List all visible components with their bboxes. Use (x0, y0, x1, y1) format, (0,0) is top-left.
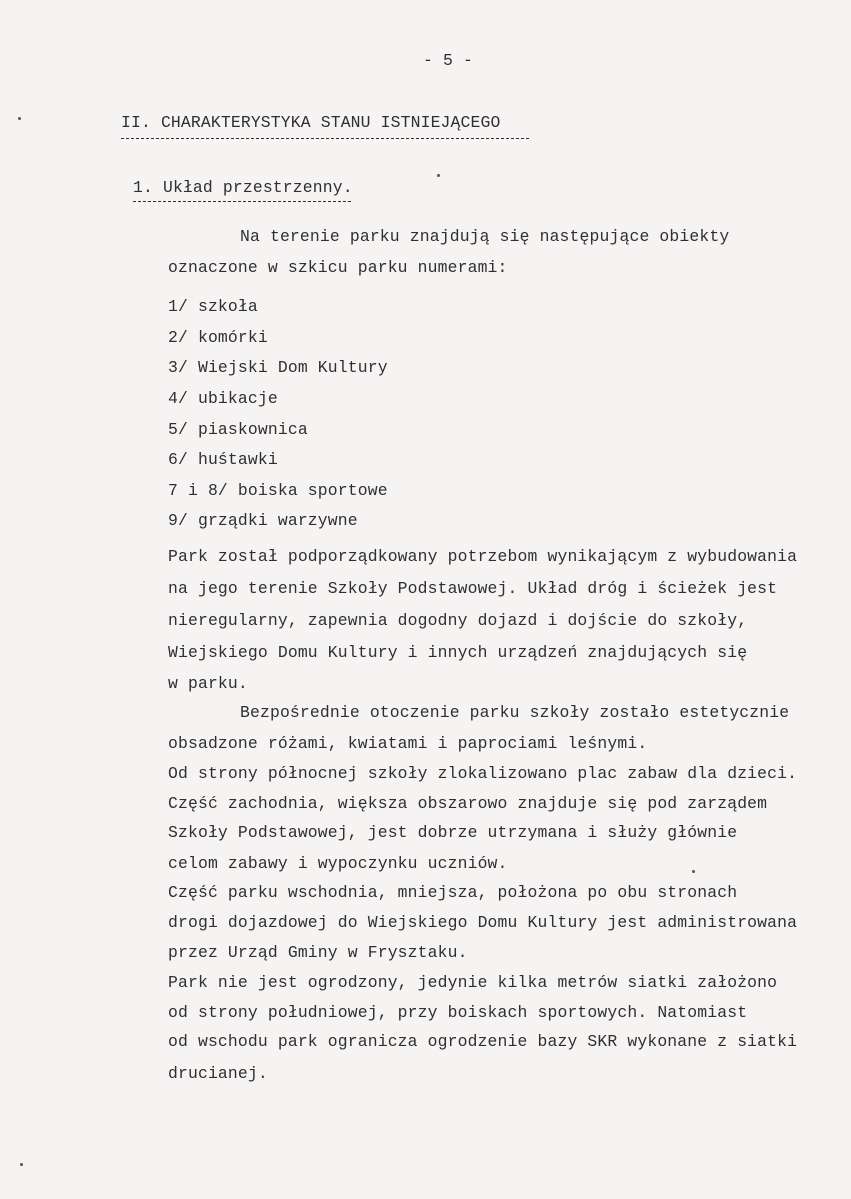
body-line: od strony południowej, przy boiskach sportowych. Natomiast (168, 1003, 748, 1022)
body-line: Wiejskiego Domu Kultury i innych urządzeń znajdujących się (168, 643, 748, 662)
body-line: celom zabawy i wypoczynku uczniów. (168, 854, 508, 873)
scan-speck (437, 174, 440, 177)
body-line: Szkoły Podstawowej, jest dobrze utrzymana i służy głównie (168, 823, 738, 842)
body-line: przez Urząd Gminy w Frysztaku. (168, 943, 468, 962)
object-list-item: 6/ huśtawki (168, 450, 278, 469)
body-line: Od strony północnej szkoły zlokalizowano plac zabaw dla dzieci. (168, 764, 798, 783)
intro-line: Na terenie parku znajdują się następujące obiekty (240, 227, 730, 246)
scan-speck (20, 1163, 23, 1166)
subsection-heading-underline (133, 201, 351, 202)
body-line: drogi dojazdowej do Wiejskiego Domu Kultury jest administrowana (168, 913, 798, 932)
object-list-item: 1/ szkoła (168, 297, 258, 316)
body-line: od wschodu park ogranicza ogrodzenie bazy SKR wykonane z siatki (168, 1032, 798, 1051)
object-list-item: 7 i 8/ boiska sportowe (168, 481, 388, 500)
section-heading: II. CHARAKTERYSTYKA STANU ISTNIEJĄCEGO (121, 113, 501, 132)
body-line: w parku. (168, 674, 248, 693)
subsection-heading: 1. Układ przestrzenny. (133, 178, 353, 197)
body-line: drucianej. (168, 1064, 268, 1083)
body-line: Część parku wschodnia, mniejsza, położona po obu stronach (168, 883, 738, 902)
body-line: Część zachodnia, większa obszarowo znajduje się pod zarządem (168, 794, 768, 813)
object-list-item: 2/ komórki (168, 328, 268, 347)
body-line: Park nie jest ogrodzony, jedynie kilka metrów siatki założono (168, 973, 778, 992)
body-line: na jego terenie Szkoły Podstawowej. Układ dróg i ścieżek jest (168, 579, 778, 598)
page-number: - 5 - (423, 51, 473, 70)
object-list-item: 9/ grządki warzywne (168, 511, 358, 530)
body-line: obsadzone różami, kwiatami i paprociami leśnymi. (168, 734, 648, 753)
intro-line: oznaczone w szkicu parku numerami: (168, 258, 508, 277)
body-line: nieregularny, zapewnia dogodny dojazd i dojście do szkoły, (168, 611, 748, 630)
body-line: Park został podporządkowany potrzebom wynikającym z wybudowania (168, 547, 798, 566)
object-list-item: 5/ piaskownica (168, 420, 308, 439)
object-list-item: 3/ Wiejski Dom Kultury (168, 358, 388, 377)
scan-speck (18, 117, 21, 120)
object-list-item: 4/ ubikacje (168, 389, 278, 408)
body-line: Bezpośrednie otoczenie parku szkoły zostało estetycznie (240, 703, 790, 722)
section-heading-underline (121, 138, 529, 139)
scan-speck (692, 870, 695, 873)
